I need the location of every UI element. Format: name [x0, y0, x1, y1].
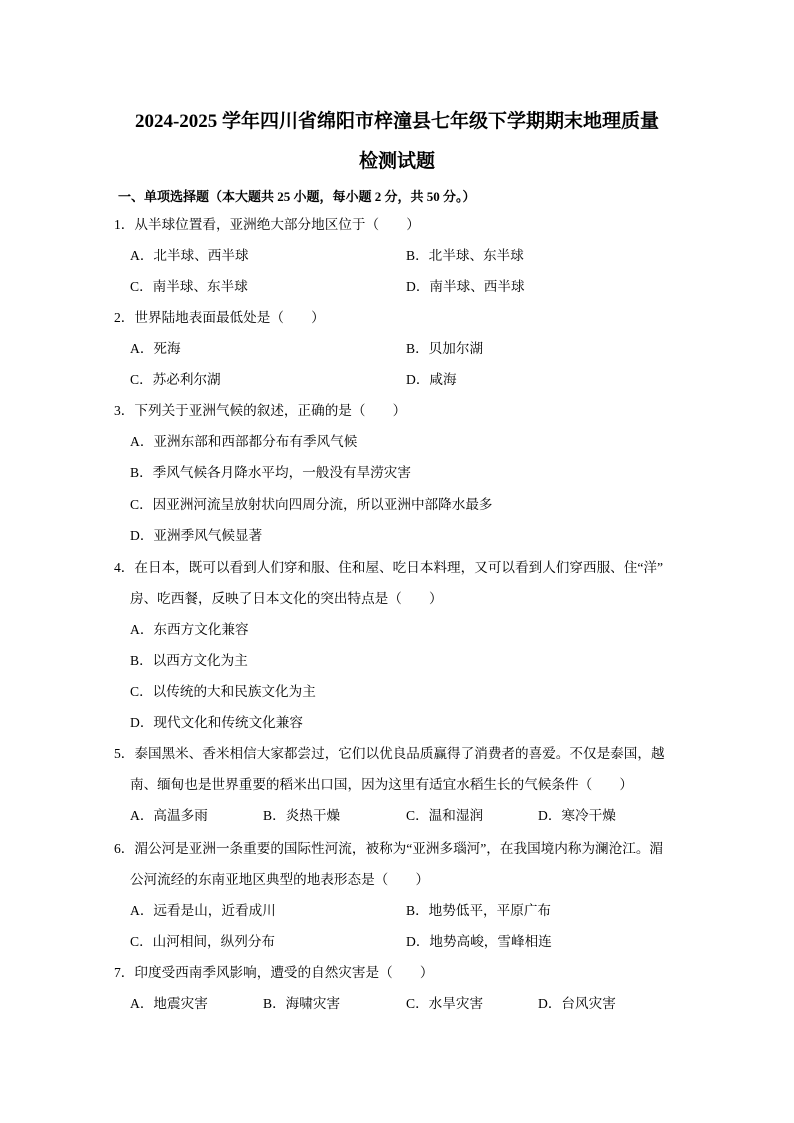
question-6-stem-line-1: 6．湄公河是亚洲一条重要的国际性河流，被称为“亚洲多瑙河”，在我国境内称为澜沧江。湄	[114, 841, 664, 856]
question-6-option-b: B．地势低平，平原广布	[406, 903, 552, 918]
question-5-option-d: D．寒冷干燥	[538, 808, 616, 823]
question-1-option-a: A．北半球、西半球	[130, 248, 249, 263]
question-1-option-c: C．南半球、东半球	[130, 279, 248, 294]
question-4-option-a: A．东西方文化兼容	[130, 622, 249, 637]
question-3-stem: 3．下列关于亚洲气候的叙述，正确的是（ ）	[114, 403, 407, 418]
question-5-stem-line-1: 5．泰国黑米、香米相信大家都尝过，它们以优良品质赢得了消费者的喜爱。不仅是泰国，越	[114, 746, 665, 761]
question-6-stem-line-2: 公河流经的东南亚地区典型的地表形态是（ ）	[130, 872, 430, 887]
question-3-option-a: A．亚洲东部和西部都分布有季风气候	[130, 434, 358, 449]
question-4-stem-line-2: 房、吃西餐，反映了日本文化的突出特点是（ ）	[130, 591, 443, 606]
question-2-option-b: B．贝加尔湖	[406, 341, 484, 356]
question-2-stem: 2．世界陆地表面最低处是（ ）	[114, 310, 325, 325]
question-2-option-a: A．死海	[130, 341, 181, 356]
question-2-option-c: C．苏必利尔湖	[130, 372, 221, 387]
document-title-line-1: 2024-2025 学年四川省绵阳市梓潼县七年级下学期期末地理质量	[134, 111, 660, 132]
question-3-option-b: B．季风气候各月降水平均，一般没有旱涝灾害	[130, 465, 411, 480]
question-6-option-c: C．山河相间，纵列分布	[130, 934, 276, 949]
question-7-option-a: A．地震灾害	[130, 996, 208, 1011]
section-heading: 一、单项选择题（本大题共 25 小题，每小题 2 分，共 50 分。）	[118, 189, 476, 204]
question-6-option-d: D．地势高峻，雪峰相连	[406, 934, 552, 949]
question-7-option-c: C．水旱灾害	[406, 996, 484, 1011]
document-title-line-2: 检测试题	[358, 151, 435, 172]
question-3-option-c: C．因亚洲河流呈放射状向四周分流，所以亚洲中部降水最多	[130, 497, 493, 512]
question-4-option-d: D．现代文化和传统文化兼容	[130, 715, 303, 730]
question-7-option-b: B．海啸灾害	[263, 996, 341, 1011]
question-4-option-c: C．以传统的大和民族文化为主	[130, 684, 316, 699]
question-5-option-a: A．高温多雨	[130, 808, 208, 823]
question-5-option-c: C．温和湿润	[406, 808, 484, 823]
question-3-option-d: D．亚洲季风气候显著	[130, 528, 263, 543]
question-5-stem-line-2: 南、缅甸也是世界重要的稻米出口国，因为这里有适宜水稻生长的气候条件（ ）	[130, 777, 633, 792]
question-7-option-d: D．台风灾害	[538, 996, 616, 1011]
question-1-stem: 1．从半球位置看，亚洲绝大部分地区位于（ ）	[114, 217, 420, 232]
question-2-option-d: D．咸海	[406, 372, 457, 387]
question-7-stem: 7．印度受西南季风影响，遭受的自然灾害是（ ）	[114, 965, 434, 980]
question-4-stem-line-1: 4．在日本，既可以看到人们穿和服、住和屋、吃日本料理，又可以看到人们穿西服、住“洋”	[114, 560, 664, 575]
question-4-option-b: B．以西方文化为主	[130, 653, 248, 668]
question-1-option-d: D．南半球、西半球	[406, 279, 525, 294]
question-1-option-b: B．北半球、东半球	[406, 248, 524, 263]
question-6-option-a: A．远看是山，近看成川	[130, 903, 276, 918]
question-5-option-b: B．炎热干燥	[263, 808, 341, 823]
